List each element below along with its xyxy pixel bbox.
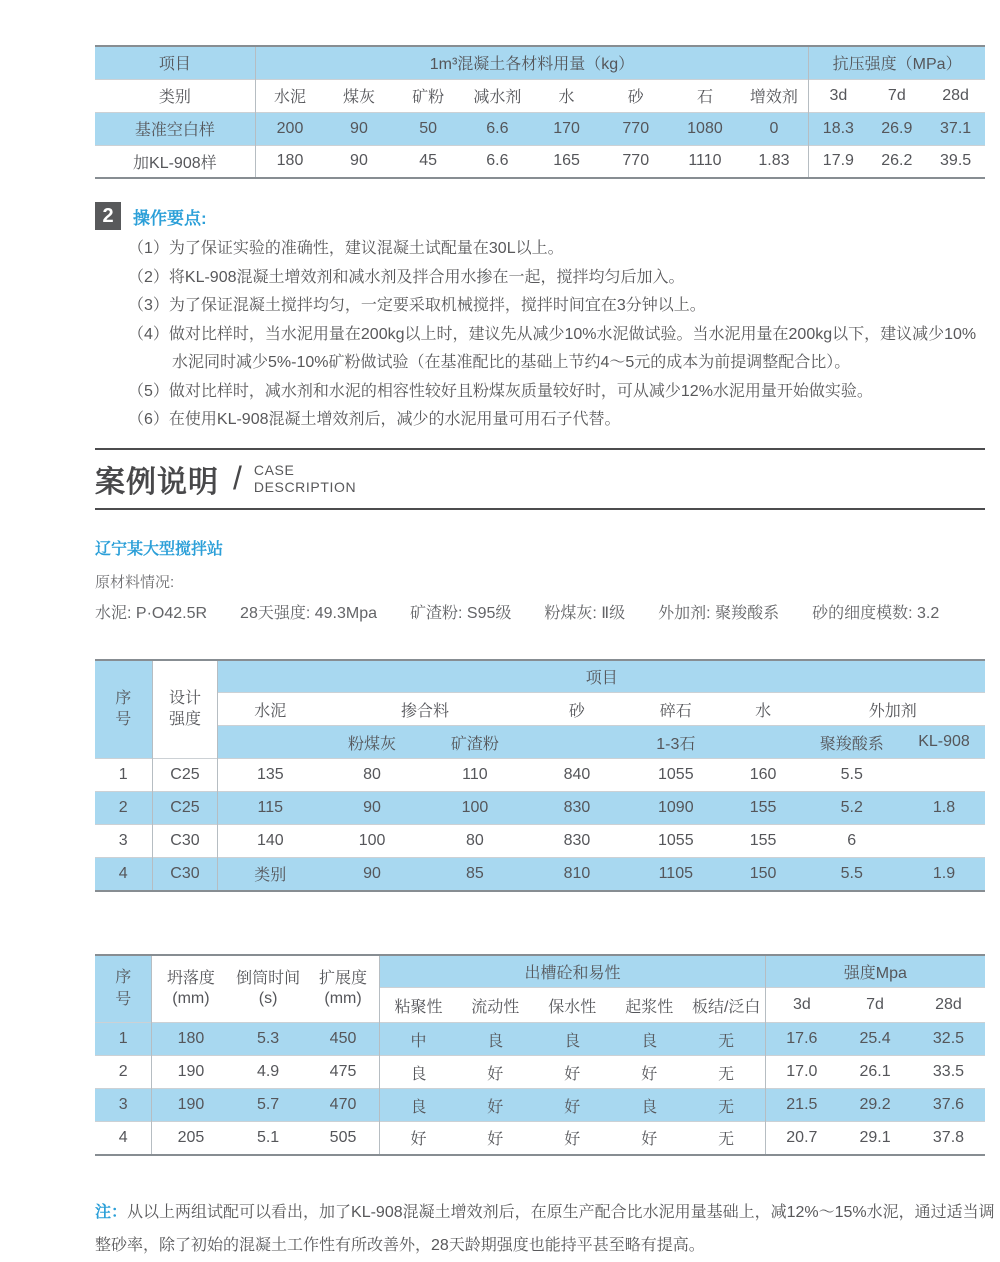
header-text: 倒筒时间 bbox=[236, 969, 301, 987]
header-cell: 外加剂 bbox=[801, 693, 985, 726]
data-cell: 1.83 bbox=[740, 145, 809, 178]
header-unit: (mm) bbox=[172, 989, 210, 1007]
table-row bbox=[95, 1056, 985, 1089]
data-cell: 无 bbox=[688, 1023, 765, 1056]
data-cell: 5.5 bbox=[801, 858, 903, 891]
footnote-label: 注： bbox=[95, 1203, 128, 1221]
data-cell: 80 bbox=[422, 825, 528, 858]
data-cell: 90 bbox=[322, 792, 422, 825]
data-cell: 好 bbox=[534, 1056, 611, 1089]
header-cell: 砂 bbox=[601, 79, 670, 112]
header-cell: 流动性 bbox=[457, 988, 534, 1023]
data-cell: 6.6 bbox=[463, 112, 532, 145]
row-number: 1 bbox=[95, 1023, 152, 1056]
footnote-text: 从以上两组试配可以看出，加了KL-908混凝土增效剂后，在原生产配合比水泥用量基础上，减12%～15%水泥，通过适当调整砂率，除了初始的混凝土工作性有所改善外，28天龄期强度也能持平甚至略有提高。 bbox=[95, 1203, 995, 1254]
header-cell: 28d bbox=[912, 988, 985, 1023]
data-cell: 160 bbox=[726, 759, 801, 792]
table-row bbox=[95, 1122, 985, 1155]
data-cell: 20.7 bbox=[765, 1122, 838, 1155]
empty-cell bbox=[528, 726, 626, 759]
data-cell: 26.9 bbox=[867, 112, 926, 145]
data-cell: 50 bbox=[394, 112, 463, 145]
list-item: （5）做对比样时，减水剂和水泥的相容性较好且粉煤灰质量较好时，可从减少12%水泥用量开始做实验。 bbox=[128, 382, 873, 400]
data-cell: 80 bbox=[322, 759, 422, 792]
header-cell: 石 bbox=[670, 79, 739, 112]
table-row bbox=[95, 858, 985, 891]
heading-zh: 案例说明 bbox=[95, 465, 219, 499]
heading-en bbox=[254, 462, 356, 494]
data-cell: 1.9 bbox=[903, 858, 985, 891]
data-cell: 17.9 bbox=[809, 145, 868, 178]
data-cell: 17.0 bbox=[765, 1056, 838, 1089]
header-cell: 砂 bbox=[528, 693, 626, 726]
data-cell: 1105 bbox=[626, 858, 726, 891]
data-cell: 90 bbox=[322, 858, 422, 891]
data-cell: 好 bbox=[457, 1089, 534, 1122]
data-cell: 无 bbox=[688, 1056, 765, 1089]
data-cell: 115 bbox=[218, 792, 322, 825]
header-cell bbox=[95, 660, 152, 759]
header-cell: 1-3石 bbox=[626, 726, 726, 759]
data-cell: 1.8 bbox=[903, 792, 985, 825]
data-cell: 17.6 bbox=[765, 1023, 838, 1056]
data-cell: 155 bbox=[726, 792, 801, 825]
header-cell: 水泥 bbox=[218, 693, 322, 726]
header-cell bbox=[152, 660, 218, 759]
case-description-heading bbox=[95, 448, 985, 510]
material-item: 28天强度: 49.3Mpa bbox=[240, 604, 378, 622]
data-cell: 475 bbox=[307, 1056, 380, 1089]
data-cell: 37.8 bbox=[912, 1122, 985, 1155]
table-row bbox=[95, 79, 985, 112]
data-cell: 5.7 bbox=[229, 1089, 306, 1122]
data-cell: 180 bbox=[152, 1023, 229, 1056]
table-row bbox=[95, 726, 985, 759]
data-cell: 165 bbox=[532, 145, 601, 178]
header-cell: 水 bbox=[532, 79, 601, 112]
table-row bbox=[95, 660, 985, 693]
header-cell: 水泥 bbox=[255, 79, 324, 112]
data-cell: 135 bbox=[218, 759, 322, 792]
heading-slash: / bbox=[233, 460, 242, 496]
data-cell: 良 bbox=[534, 1023, 611, 1056]
data-cell: 100 bbox=[322, 825, 422, 858]
table-row bbox=[95, 112, 985, 145]
case-mix-table bbox=[95, 659, 985, 892]
points-list bbox=[128, 235, 988, 435]
header-unit: (mm) bbox=[324, 989, 362, 1007]
data-cell: 1110 bbox=[670, 145, 739, 178]
data-cell: 205 bbox=[152, 1122, 229, 1155]
data-cell: 5.1 bbox=[229, 1122, 306, 1155]
data-cell: 好 bbox=[457, 1122, 534, 1155]
empty-cell bbox=[218, 726, 322, 759]
row-number: 1 bbox=[95, 759, 152, 792]
header-cell: 项目 bbox=[218, 660, 985, 693]
data-cell: 26.1 bbox=[838, 1056, 912, 1089]
header-cell: 粉煤灰 bbox=[322, 726, 422, 759]
operating-points-section bbox=[95, 201, 985, 435]
header-unit: (s) bbox=[258, 989, 278, 1007]
data-cell: 190 bbox=[152, 1089, 229, 1122]
row-number: 2 bbox=[95, 792, 152, 825]
table-row bbox=[95, 792, 985, 825]
grade-cell: C25 bbox=[152, 759, 218, 792]
data-cell: 1055 bbox=[626, 759, 726, 792]
header-cell: 7d bbox=[838, 988, 912, 1023]
data-cell: 840 bbox=[528, 759, 626, 792]
header-cell: 项目 bbox=[95, 46, 255, 79]
data-cell: 良 bbox=[457, 1023, 534, 1056]
data-cell: 5.2 bbox=[801, 792, 903, 825]
data-cell: 140 bbox=[218, 825, 322, 858]
header-cell: 保水性 bbox=[534, 988, 611, 1023]
section-number-badge: 2 bbox=[95, 202, 121, 230]
data-cell: 良 bbox=[380, 1056, 457, 1089]
row-label: 基准空白样 bbox=[95, 112, 255, 145]
data-cell: 良 bbox=[380, 1089, 457, 1122]
section-title: 操作要点: bbox=[133, 208, 207, 228]
data-cell: 良 bbox=[611, 1089, 688, 1122]
row-label: 加KL-908样 bbox=[95, 145, 255, 178]
header-text: 坍落度 bbox=[166, 969, 215, 987]
data-cell: 190 bbox=[152, 1056, 229, 1089]
grade-cell: C30 bbox=[152, 858, 218, 891]
grade-cell: C30 bbox=[152, 825, 218, 858]
performance-table bbox=[95, 954, 985, 1156]
grade-cell: C25 bbox=[152, 792, 218, 825]
table-row bbox=[95, 693, 985, 726]
list-item: （3）为了保证混凝土搅拌均匀，一定要采取机械搅拌，搅拌时间宜在3分钟以上。 bbox=[128, 297, 706, 314]
table-row bbox=[95, 1089, 985, 1122]
header-cell: 1m³混凝土各材料用量（kg） bbox=[255, 46, 809, 79]
data-cell: 810 bbox=[528, 858, 626, 891]
data-cell: 90 bbox=[324, 112, 393, 145]
material-item: 矿渣粉: S95级 bbox=[410, 604, 512, 622]
data-cell: 类别 bbox=[218, 858, 322, 891]
data-cell: 505 bbox=[307, 1122, 380, 1155]
data-cell: 29.1 bbox=[838, 1122, 912, 1155]
data-cell: 好 bbox=[534, 1089, 611, 1122]
row-number: 3 bbox=[95, 825, 152, 858]
footnote bbox=[95, 1196, 1000, 1262]
data-cell: 好 bbox=[611, 1122, 688, 1155]
header-cell: 板结/泛白 bbox=[688, 988, 765, 1023]
data-cell: 无 bbox=[688, 1122, 765, 1155]
header-text: 序号 bbox=[115, 689, 132, 729]
data-cell: 180 bbox=[255, 145, 324, 178]
data-cell: 6.6 bbox=[463, 145, 532, 178]
header-cell: 水 bbox=[726, 693, 801, 726]
data-cell: 170 bbox=[532, 112, 601, 145]
header-cell: 抗压强度（MPa） bbox=[809, 46, 985, 79]
row-number: 2 bbox=[95, 1056, 152, 1089]
data-cell bbox=[903, 759, 985, 792]
data-cell: 450 bbox=[307, 1023, 380, 1056]
heading-en-line2: DESCRIPTION bbox=[253, 478, 357, 495]
header-cell: 增效剂 bbox=[740, 79, 809, 112]
data-cell: 155 bbox=[726, 825, 801, 858]
header-cell bbox=[307, 955, 380, 1023]
data-cell: 770 bbox=[601, 112, 670, 145]
table-row bbox=[95, 955, 985, 988]
table-row bbox=[95, 759, 985, 792]
data-cell: 21.5 bbox=[765, 1089, 838, 1122]
data-cell: 45 bbox=[394, 145, 463, 178]
header-cell: 7d bbox=[867, 79, 926, 112]
material-item: 外加剂: 聚羧酸系 bbox=[658, 604, 780, 622]
heading-en-line1: CASE bbox=[253, 462, 295, 479]
header-cell: 28d bbox=[926, 79, 985, 112]
raw-materials-label: 原材料情况: bbox=[95, 573, 175, 591]
row-number: 3 bbox=[95, 1089, 152, 1122]
data-cell: 39.5 bbox=[926, 145, 985, 178]
data-cell: 37.1 bbox=[926, 112, 985, 145]
list-item: （4）做对比样时，当水泥用量在200kg以上时，建议先从减少10%水泥做试验。当水泥用量在200kg以下，建议减少10%水泥同时减少5%-10%矿粉做试验（在基准配比的基础上节约4～5元的成本为前提调整配合比）。 bbox=[128, 325, 977, 371]
data-cell: 1090 bbox=[626, 792, 726, 825]
header-cell: 3d bbox=[809, 79, 868, 112]
data-cell: 830 bbox=[528, 825, 626, 858]
header-cell bbox=[229, 955, 306, 1023]
list-item: （2）将KL-908混凝土增效剂和减水剂及拌合用水掺在一起，搅拌均匀后加入。 bbox=[128, 268, 685, 286]
header-cell: 碎石 bbox=[626, 693, 726, 726]
header-cell bbox=[95, 955, 152, 1023]
benchmark-mix-table bbox=[95, 45, 985, 179]
data-cell: 无 bbox=[688, 1089, 765, 1122]
data-cell: 100 bbox=[422, 792, 528, 825]
data-cell: 5.3 bbox=[229, 1023, 306, 1056]
data-cell: 200 bbox=[255, 112, 324, 145]
data-cell: 830 bbox=[528, 792, 626, 825]
data-cell: 好 bbox=[457, 1056, 534, 1089]
data-cell: 1055 bbox=[626, 825, 726, 858]
data-cell: 5.5 bbox=[801, 759, 903, 792]
list-item: （1）为了保证实验的准确性，建议混凝土试配量在30L以上。 bbox=[128, 240, 564, 257]
header-text: 扩展度 bbox=[319, 969, 368, 987]
header-cell: 强度Mpa bbox=[765, 955, 985, 988]
table-row bbox=[95, 46, 985, 79]
case-site-title: 辽宁某大型搅拌站 bbox=[95, 540, 224, 558]
data-cell: 110 bbox=[422, 759, 528, 792]
data-cell: 90 bbox=[324, 145, 393, 178]
data-cell: 好 bbox=[380, 1122, 457, 1155]
data-cell: 150 bbox=[726, 858, 801, 891]
data-cell: 好 bbox=[534, 1122, 611, 1155]
header-cell: 矿渣粉 bbox=[422, 726, 528, 759]
section-title-bar bbox=[95, 201, 985, 231]
header-text: 序号 bbox=[115, 969, 132, 1008]
data-cell: 中 bbox=[380, 1023, 457, 1056]
data-cell bbox=[903, 825, 985, 858]
data-cell: 26.2 bbox=[867, 145, 926, 178]
header-cell: 粘聚性 bbox=[380, 988, 457, 1023]
header-cell: KL-908 bbox=[903, 726, 985, 759]
header-text: 设计强度 bbox=[168, 689, 201, 729]
table-row bbox=[95, 825, 985, 858]
data-cell: 85 bbox=[422, 858, 528, 891]
data-cell: 1080 bbox=[670, 112, 739, 145]
data-cell: 良 bbox=[611, 1023, 688, 1056]
header-cell: 掺合料 bbox=[322, 693, 528, 726]
header-cell: 类别 bbox=[95, 79, 255, 112]
empty-cell bbox=[726, 726, 801, 759]
material-item: 水泥: P·O42.5R bbox=[95, 604, 208, 622]
data-cell: 32.5 bbox=[912, 1023, 985, 1056]
data-cell: 4.9 bbox=[229, 1056, 306, 1089]
list-item: （6）在使用KL-908混凝土增效剂后，减少的水泥用量可用石子代替。 bbox=[128, 411, 621, 428]
data-cell: 6 bbox=[801, 825, 903, 858]
data-cell: 25.4 bbox=[838, 1023, 912, 1056]
header-cell: 聚羧酸系 bbox=[801, 726, 903, 759]
data-cell: 0 bbox=[740, 112, 809, 145]
table-row bbox=[95, 145, 985, 178]
header-cell: 煤灰 bbox=[324, 79, 393, 112]
data-cell: 29.2 bbox=[838, 1089, 912, 1122]
data-cell: 好 bbox=[611, 1056, 688, 1089]
table-row bbox=[95, 1023, 985, 1056]
data-cell: 33.5 bbox=[912, 1056, 985, 1089]
data-cell: 37.6 bbox=[912, 1089, 985, 1122]
row-number: 4 bbox=[95, 1122, 152, 1155]
header-cell: 矿粉 bbox=[394, 79, 463, 112]
data-cell: 770 bbox=[601, 145, 670, 178]
material-item: 粉煤灰: Ⅱ级 bbox=[544, 604, 626, 622]
header-cell: 起浆性 bbox=[611, 988, 688, 1023]
row-number: 4 bbox=[95, 858, 152, 891]
raw-materials-line bbox=[95, 600, 985, 623]
header-cell bbox=[152, 955, 229, 1023]
material-item: 砂的细度模数: 3.2 bbox=[812, 604, 940, 622]
data-cell: 470 bbox=[307, 1089, 380, 1122]
header-cell: 3d bbox=[765, 988, 838, 1023]
data-cell: 18.3 bbox=[809, 112, 868, 145]
header-cell: 减水剂 bbox=[463, 79, 532, 112]
header-cell: 出槽砼和易性 bbox=[380, 955, 765, 988]
